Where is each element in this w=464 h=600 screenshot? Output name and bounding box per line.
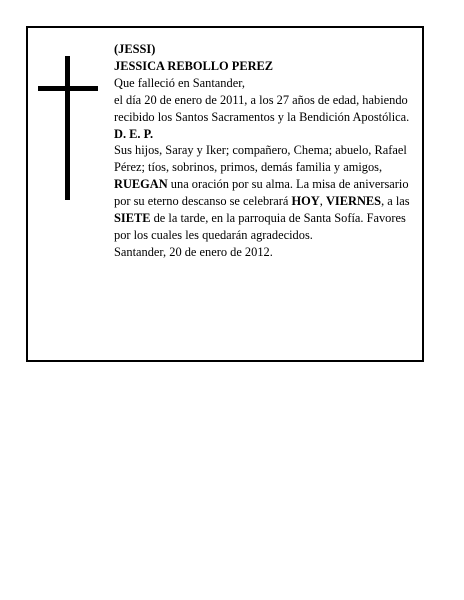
cross-icon <box>38 56 98 200</box>
death-date-paragraph: el día 20 de enero de 2011, a los 27 años de edad, habiendo recibido los Santos Sacramentos y la Bendición Apostólica. <box>114 92 410 124</box>
obituary-notice <box>26 26 424 362</box>
viernes-word: VIERNES <box>325 194 382 209</box>
hoy-word: HOY <box>291 194 320 209</box>
mass-paragraph <box>114 176 419 244</box>
cross-horizontal-bar <box>38 86 98 91</box>
mass-text-3: de la tarde, en la parroquia de Santa Sofía. Favores por los cuales les quedarán agradecidos. <box>114 211 406 242</box>
closing-line: Santander, 20 de enero de 2012. <box>114 244 273 259</box>
notice-text <box>114 41 419 261</box>
mass-text-2: , a las <box>381 194 410 209</box>
mass-text-1: una oración por su alma. La misa de aniversario por su eterno descanso se celebrará <box>114 177 409 209</box>
deceased-name: JESSICA REBOLLO PEREZ <box>114 58 274 73</box>
family-paragraph: Sus hijos, Saray y Iker; compañero, Chema; abuelo, Rafael Pérez; tíos, sobrinos, primos, demás familia y amigos, <box>114 143 407 175</box>
mass-comma: , <box>319 194 326 209</box>
dep-line: D. E. P. <box>114 126 154 141</box>
siete-word: SIETE <box>114 211 151 226</box>
nickname: (JESSI) <box>114 42 156 56</box>
ruegan-word: RUEGAN <box>114 177 168 192</box>
cross-vertical-bar <box>65 56 70 200</box>
death-place-line: Que falleció en Santander, <box>114 75 245 90</box>
